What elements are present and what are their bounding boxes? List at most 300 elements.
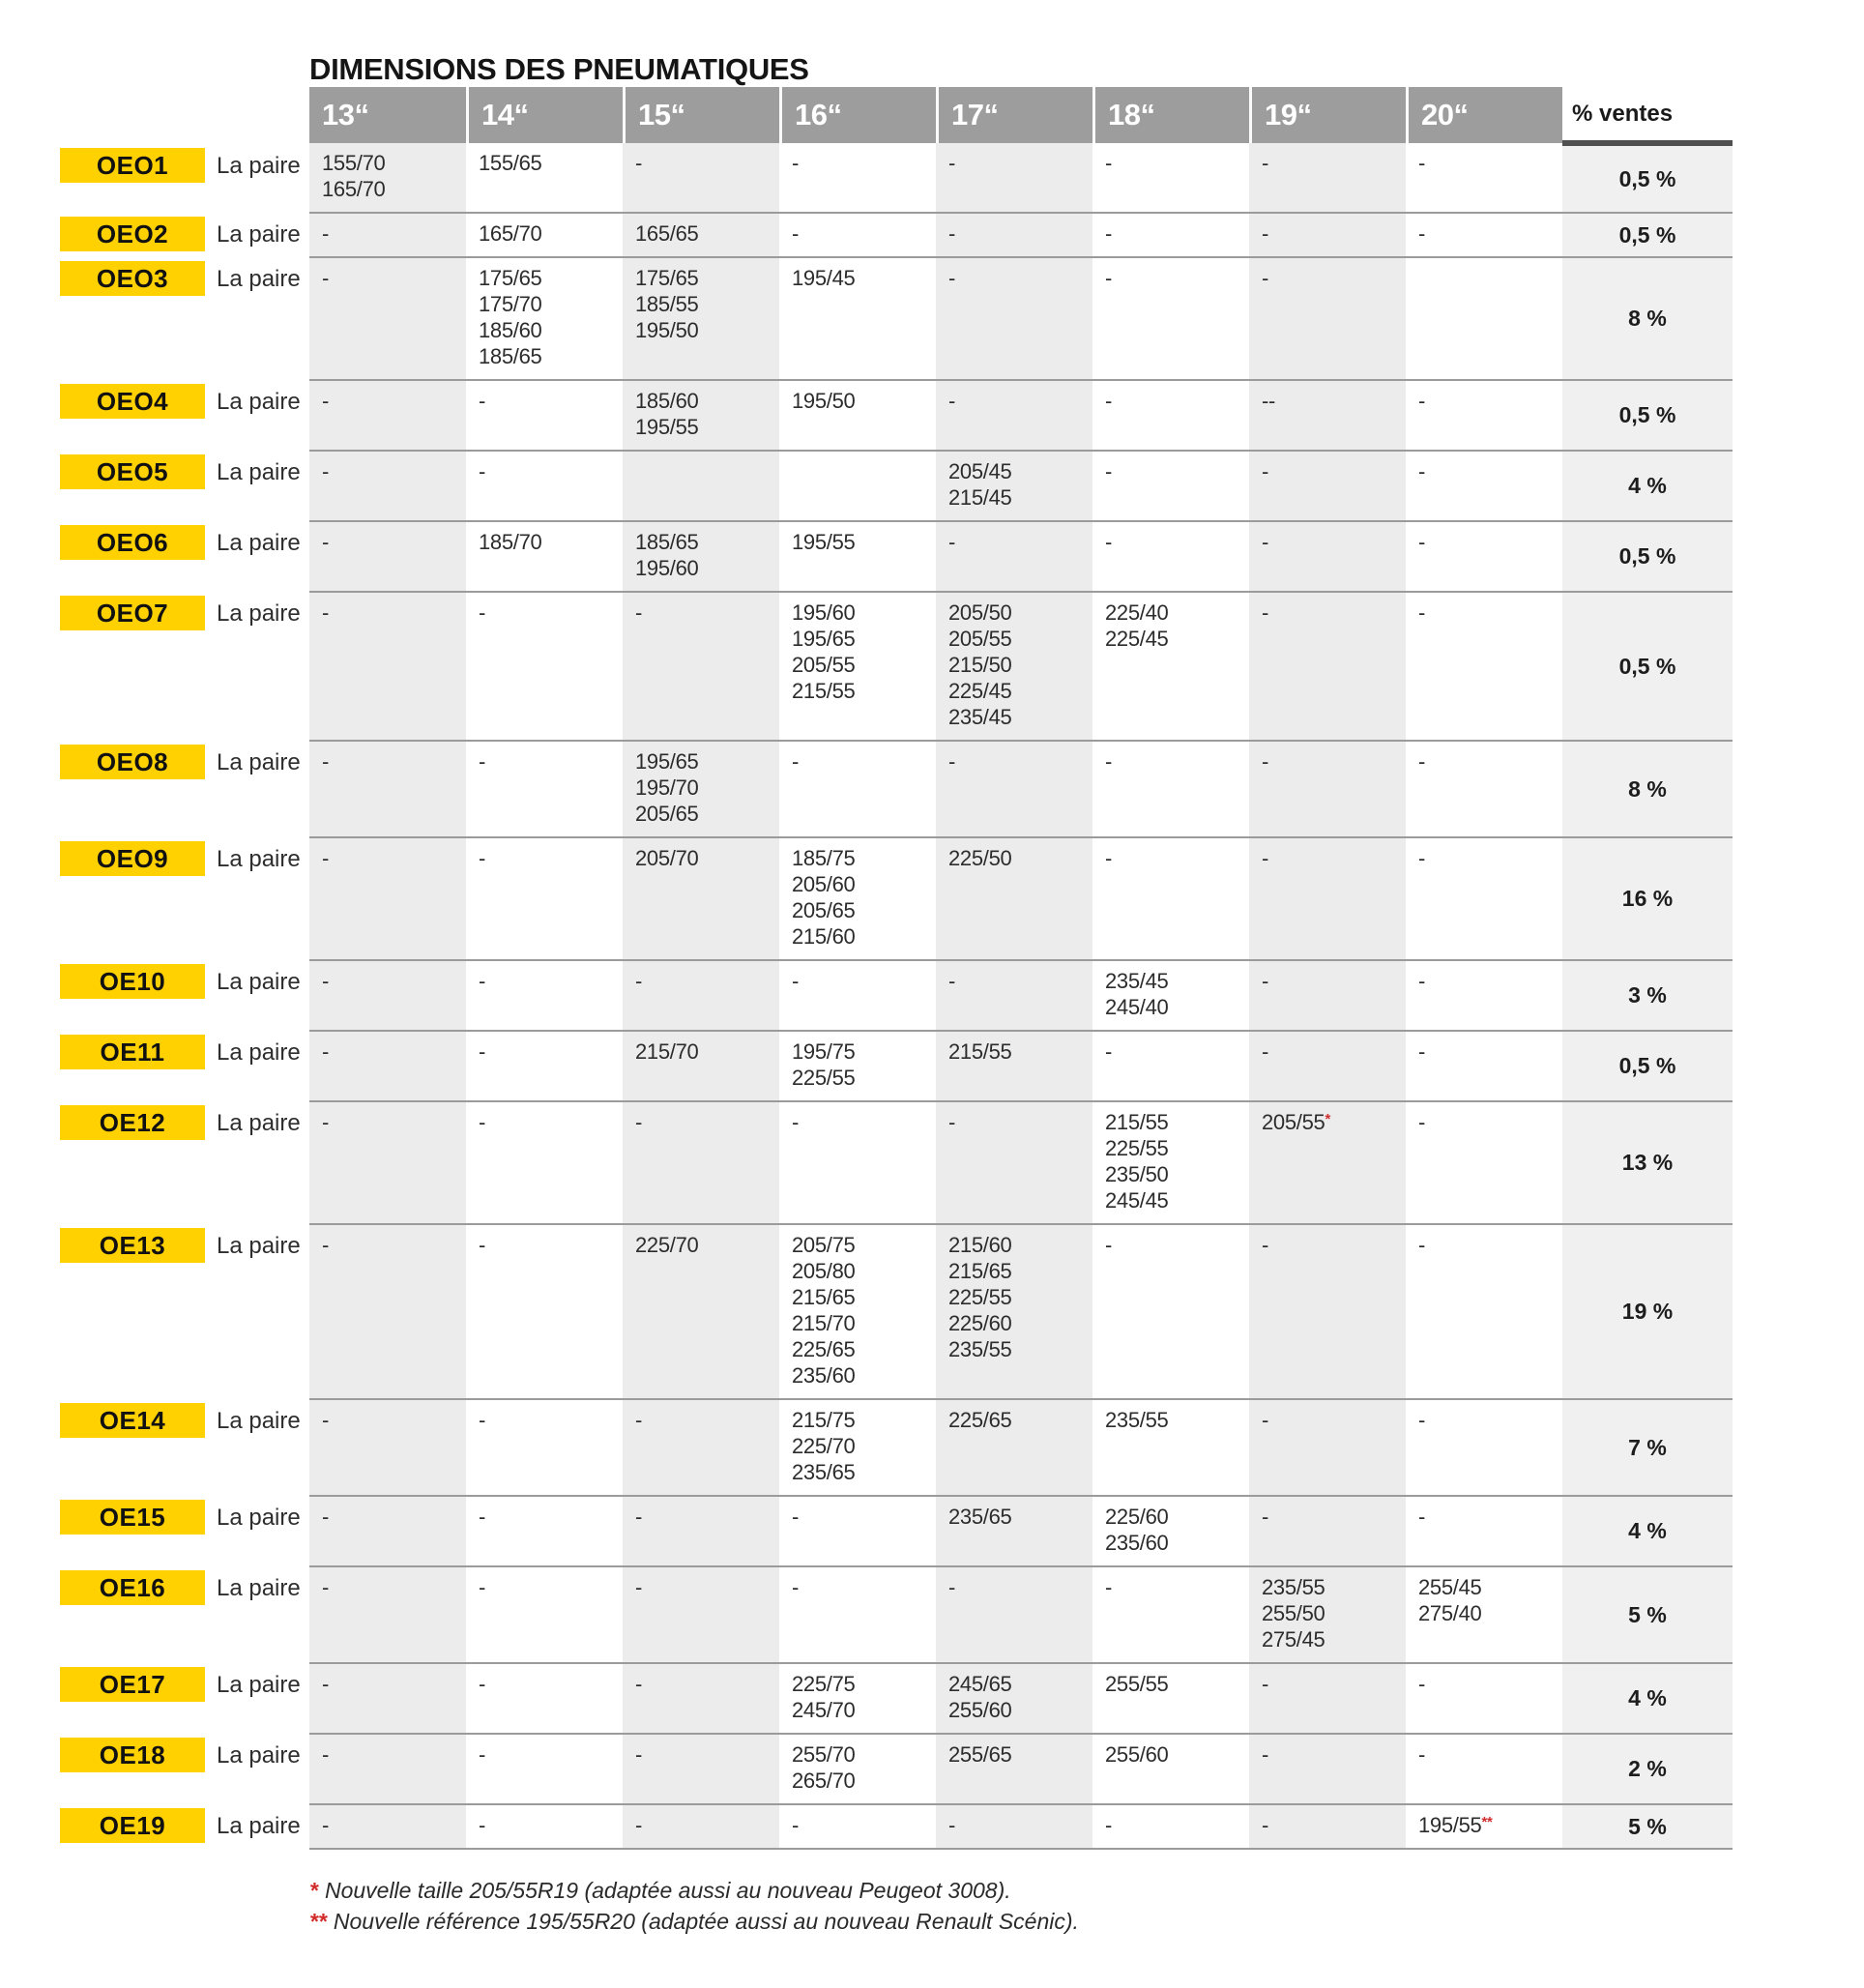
ventes-cell: 0,5 % — [1562, 1030, 1733, 1100]
size-cell-14in — [466, 740, 623, 836]
tyre-size-value: 215/65 — [948, 1259, 1012, 1283]
row-label — [0, 1662, 309, 1733]
tyre-size-value: - — [479, 969, 486, 993]
size-cell-13in — [309, 212, 466, 256]
tyre-size-value: 225/65 — [792, 1337, 856, 1361]
ventes-cell: 8 % — [1562, 256, 1733, 379]
tyre-size-value: - — [1105, 221, 1113, 246]
tyre-size-value: - — [322, 1505, 330, 1529]
pair-label: La paire — [217, 846, 301, 872]
oe-code-badge: OEO9 — [60, 841, 205, 876]
tyre-size-value: - — [322, 749, 330, 774]
size-cell-19in — [1249, 1803, 1406, 1850]
size-cell-17in — [936, 740, 1092, 836]
tyre-size-value: 255/50 — [1262, 1601, 1325, 1625]
size-cell-16in — [779, 212, 936, 256]
tyre-size-value: 225/45 — [1105, 627, 1169, 651]
size-cell-20in — [1406, 450, 1562, 520]
tyre-size-value: - — [322, 1575, 330, 1599]
table-row — [0, 256, 1733, 379]
ventes-cell: 16 % — [1562, 836, 1733, 959]
tyre-size-value: - — [322, 530, 330, 554]
size-cell-16in — [779, 1495, 936, 1565]
tyre-size-value: - — [322, 1742, 330, 1767]
size-cell-17in — [936, 212, 1092, 256]
table-row — [0, 379, 1733, 450]
tyre-size-value: 165/70 — [322, 177, 386, 201]
tyre-size-value: - — [1105, 530, 1113, 554]
row-label — [0, 379, 309, 450]
size-cell-13in — [309, 1030, 466, 1100]
size-cell-20in — [1406, 1100, 1562, 1223]
size-cell-20in — [1406, 1495, 1562, 1565]
size-cell-19in — [1249, 1662, 1406, 1733]
row-label — [0, 1030, 309, 1100]
pair-label: La paire — [217, 530, 301, 556]
oe-code-badge: OE10 — [60, 964, 205, 999]
size-cell-16in — [779, 256, 936, 379]
size-cell-13in — [309, 256, 466, 379]
tyre-size-value: 195/70 — [635, 775, 699, 800]
size-cell-14in — [466, 256, 623, 379]
oe-code-badge: OE13 — [60, 1228, 205, 1263]
size-cell-19in — [1249, 1733, 1406, 1803]
tyre-size-value: 235/60 — [792, 1363, 856, 1388]
tyre-size-value: 215/60 — [792, 924, 856, 949]
footnote-1-text: Nouvelle taille 205/55R19 (adaptée aussi au nouveau Peugeot 3008). — [324, 1878, 1011, 1903]
table-row — [0, 450, 1733, 520]
size-cell-14in — [466, 379, 623, 450]
size-cell-13in — [309, 740, 466, 836]
size-cell-18in — [1092, 212, 1249, 256]
size-cell-13in — [309, 1803, 466, 1850]
size-cell-16in — [779, 1803, 936, 1850]
table-row — [0, 1100, 1733, 1223]
tyre-size-value: 255/70 — [792, 1742, 856, 1767]
tyre-size-value: - — [322, 969, 330, 993]
tyre-size-value: - — [1262, 1233, 1269, 1257]
size-cell-14in — [466, 1803, 623, 1850]
oe-code-badge: OEO6 — [60, 525, 205, 560]
tyre-size-value: - — [1418, 151, 1426, 175]
oe-code-badge: OEO4 — [60, 384, 205, 419]
table-body — [0, 143, 1864, 1850]
size-cell-15in — [623, 1100, 779, 1223]
tyre-size-value: - — [322, 1672, 330, 1696]
tyre-size-value: - — [1262, 846, 1269, 870]
row-label — [0, 1495, 309, 1565]
oe-code-badge: OEO1 — [60, 148, 205, 183]
size-cell-14in — [466, 591, 623, 740]
tyre-size-value: 225/55 — [792, 1066, 856, 1090]
size-cell-18in — [1092, 450, 1249, 520]
size-cell-18in — [1092, 256, 1249, 379]
tyre-size-value: 225/55 — [948, 1285, 1012, 1309]
oe-code-badge: OEO2 — [60, 217, 205, 251]
tyre-size-value: - — [1418, 1408, 1426, 1432]
tyre-size-value: - — [1418, 600, 1426, 625]
size-cell-16in — [779, 1030, 936, 1100]
row-label — [0, 740, 309, 836]
table-header-row — [0, 87, 1733, 143]
tyre-size-value: - — [1418, 1505, 1426, 1529]
tyre-size-value: 205/55 — [792, 653, 856, 677]
column-header-19in: 19“ — [1249, 87, 1406, 143]
tyre-size-value: - — [479, 846, 486, 870]
tyre-size-value: - — [1418, 1233, 1426, 1257]
tyre-size-value: - — [322, 1233, 330, 1257]
size-cell-18in — [1092, 1565, 1249, 1662]
tyre-size-value: 225/40 — [1105, 600, 1169, 625]
tyre-size-value: - — [479, 1672, 486, 1696]
size-cell-14in — [466, 1030, 623, 1100]
size-cell-13in — [309, 143, 466, 212]
oe-code-badge: OEO8 — [60, 745, 205, 779]
tyre-size-value: 245/40 — [1105, 995, 1169, 1019]
tyre-size-value: 215/70 — [792, 1311, 856, 1335]
tyre-size-value: 185/60 — [635, 389, 699, 413]
tyre-size-value: 225/50 — [948, 846, 1012, 870]
pair-label: La paire — [217, 459, 301, 485]
tyre-size-value: 185/65 — [479, 344, 542, 368]
size-cell-14in — [466, 959, 623, 1030]
size-cell-15in — [623, 959, 779, 1030]
tyre-size-value: - — [479, 749, 486, 774]
tyre-size-value: - — [635, 1672, 643, 1696]
ventes-cell: 0,5 % — [1562, 591, 1733, 740]
size-cell-14in — [466, 1662, 623, 1733]
size-cell-18in — [1092, 1398, 1249, 1495]
tyre-size-value: - — [322, 1039, 330, 1064]
footnote-1 — [309, 1875, 1864, 1906]
header-spacer — [0, 87, 309, 143]
pair-label: La paire — [217, 221, 301, 248]
size-cell-14in — [466, 1100, 623, 1223]
tyre-size-value: 235/60 — [1105, 1531, 1169, 1555]
size-cell-19in — [1249, 740, 1406, 836]
tyre-size-value: 225/55 — [1105, 1136, 1169, 1160]
size-cell-19in — [1249, 1495, 1406, 1565]
size-cell-15in — [623, 1733, 779, 1803]
table-row — [0, 591, 1733, 740]
tyre-size-value: 205/75 — [792, 1233, 856, 1257]
row-label — [0, 1803, 309, 1850]
tyre-size-value: - — [635, 151, 643, 175]
size-cell-16in — [779, 1398, 936, 1495]
tyre-size-value: - — [1262, 1742, 1269, 1767]
tyre-size-value: 225/75 — [792, 1672, 856, 1696]
tyre-size-value: 275/45 — [1262, 1627, 1325, 1652]
size-cell-18in — [1092, 1803, 1249, 1850]
tyre-size-value: - — [1418, 389, 1426, 413]
tyre-size-value: 225/70 — [792, 1434, 856, 1458]
size-cell-17in — [936, 1733, 1092, 1803]
tyre-size-value: - — [479, 1233, 486, 1257]
size-cell-18in — [1092, 740, 1249, 836]
size-cell-17in — [936, 959, 1092, 1030]
pair-label: La paire — [217, 749, 301, 775]
size-cell-19in — [1249, 379, 1406, 450]
tyre-size-value: 255/45 — [1418, 1575, 1482, 1599]
pair-label: La paire — [217, 389, 301, 415]
oe-code-badge: OEO7 — [60, 596, 205, 630]
tyre-size-value: - — [479, 1813, 486, 1837]
tyre-size-value: - — [792, 151, 800, 175]
ventes-cell: 13 % — [1562, 1100, 1733, 1223]
row-label — [0, 1565, 309, 1662]
size-cell-14in — [466, 212, 623, 256]
pair-label: La paire — [217, 1505, 301, 1531]
column-header-14in: 14“ — [466, 87, 623, 143]
tyre-size-value: 205/45 — [948, 459, 1012, 483]
tyre-size-value: - — [948, 151, 956, 175]
size-cell-13in — [309, 1100, 466, 1223]
ventes-cell: 5 % — [1562, 1565, 1733, 1662]
pair-label: La paire — [217, 1575, 301, 1601]
tyre-size-value: 205/60 — [792, 872, 856, 896]
size-cell-13in — [309, 379, 466, 450]
tyre-size-value: - — [479, 1575, 486, 1599]
ventes-cell: 4 % — [1562, 450, 1733, 520]
size-cell-16in — [779, 450, 936, 520]
size-cell-19in — [1249, 959, 1406, 1030]
size-cell-19in — [1249, 1223, 1406, 1398]
size-cell-13in — [309, 1565, 466, 1662]
tyre-size-value: - — [635, 1408, 643, 1432]
size-cell-13in — [309, 836, 466, 959]
size-cell-15in — [623, 1803, 779, 1850]
tyre-size-value: 205/55 — [948, 627, 1012, 651]
row-label — [0, 1100, 309, 1223]
ventes-cell: 0,5 % — [1562, 212, 1733, 256]
size-cell-19in — [1249, 143, 1406, 212]
tyre-size-value: - — [322, 1110, 330, 1134]
tyre-size-value: 205/65 — [635, 802, 699, 826]
column-header-18in: 18“ — [1092, 87, 1249, 143]
tyre-size-value: 245/45 — [1105, 1188, 1169, 1213]
tyre-size-value: 225/70 — [635, 1233, 699, 1257]
size-cell-17in — [936, 1565, 1092, 1662]
tyre-size-value: - — [948, 1575, 956, 1599]
tyre-size-value: - — [792, 1575, 800, 1599]
tyre-size-value: - — [1262, 1813, 1269, 1837]
oe-code-badge: OE16 — [60, 1570, 205, 1605]
table-row — [0, 1803, 1733, 1850]
table-row — [0, 1565, 1733, 1662]
size-cell-15in — [623, 143, 779, 212]
pair-label: La paire — [217, 266, 301, 292]
ventes-cell: 5 % — [1562, 1803, 1733, 1850]
tyre-size-value: 175/65 — [479, 266, 542, 290]
row-label — [0, 959, 309, 1030]
size-cell-17in — [936, 836, 1092, 959]
tyre-size-value: 195/55 — [792, 530, 856, 554]
size-cell-13in — [309, 1398, 466, 1495]
tyre-size-value: - — [1418, 530, 1426, 554]
tyre-size-value: 235/65 — [792, 1460, 856, 1484]
tyre-size-value: - — [792, 1505, 800, 1529]
tyre-size-value: - — [948, 1110, 956, 1134]
tyre-size-value: 215/75 — [792, 1408, 856, 1432]
tyre-size-value: - — [1105, 1039, 1113, 1064]
tyre-size-value: - — [479, 1505, 486, 1529]
size-cell-20in — [1406, 1803, 1562, 1850]
size-cell-16in — [779, 520, 936, 591]
tyre-size-value: - — [479, 600, 486, 625]
pair-label: La paire — [217, 969, 301, 995]
tyre-size-value: 195/55 — [635, 415, 699, 439]
size-cell-16in — [779, 379, 936, 450]
size-cell-14in — [466, 836, 623, 959]
size-cell-14in — [466, 1495, 623, 1565]
pair-label: La paire — [217, 1110, 301, 1136]
tyre-size-value: 185/65 — [635, 530, 699, 554]
size-cell-19in — [1249, 520, 1406, 591]
tyre-size-value: 185/55 — [635, 292, 699, 316]
size-cell-17in — [936, 1030, 1092, 1100]
size-cell-17in — [936, 1223, 1092, 1398]
tyre-size-value: 235/45 — [948, 705, 1012, 729]
size-cell-16in — [779, 1565, 936, 1662]
size-cell-15in — [623, 1398, 779, 1495]
footnote-2-text: Nouvelle référence 195/55R20 (adaptée aussi au nouveau Renault Scénic). — [333, 1909, 1079, 1934]
size-cell-20in — [1406, 256, 1562, 379]
tyre-size-value: - — [1418, 1672, 1426, 1696]
table-row — [0, 836, 1733, 959]
size-cell-14in — [466, 1733, 623, 1803]
tyre-size-value: - — [1105, 151, 1113, 175]
size-cell-18in — [1092, 379, 1249, 450]
tyre-size-value: - — [1262, 221, 1269, 246]
size-cell-15in — [623, 520, 779, 591]
size-cell-20in — [1406, 1565, 1562, 1662]
page-title: DIMENSIONS DES PNEUMATIQUES — [309, 52, 809, 86]
tyre-size-value: - — [322, 600, 330, 625]
size-cell-14in — [466, 1223, 623, 1398]
tyre-size-value: 255/55 — [1105, 1672, 1169, 1696]
table-row — [0, 959, 1733, 1030]
size-cell-18in — [1092, 959, 1249, 1030]
size-cell-19in — [1249, 1100, 1406, 1223]
tyre-size-value: 195/65 — [792, 627, 856, 651]
tyre-size-value: 155/65 — [479, 151, 542, 175]
pair-label: La paire — [217, 1742, 301, 1769]
tyre-size-value: 225/60 — [1105, 1505, 1169, 1529]
tyre-size-value: - — [792, 749, 800, 774]
size-cell-18in — [1092, 143, 1249, 212]
oe-code-badge: OE18 — [60, 1738, 205, 1772]
tyre-size-value: 185/60 — [479, 318, 542, 342]
tyre-size-value: 215/50 — [948, 653, 1012, 677]
size-cell-20in — [1406, 212, 1562, 256]
tyre-size-value: - — [1105, 1233, 1113, 1257]
size-cell-15in — [623, 1223, 779, 1398]
size-cell-13in — [309, 1495, 466, 1565]
size-cell-17in — [936, 591, 1092, 740]
tyre-size-value: 185/70 — [479, 530, 542, 554]
size-cell-20in — [1406, 1030, 1562, 1100]
tyre-size-value: - — [635, 1813, 643, 1837]
tyre-size-value: 255/60 — [1105, 1742, 1169, 1767]
ventes-cell: 4 % — [1562, 1495, 1733, 1565]
row-label — [0, 591, 309, 740]
tyre-size-value: 195/65 — [635, 749, 699, 774]
size-cell-17in — [936, 450, 1092, 520]
tyre-size-value: - — [1418, 1110, 1426, 1134]
tyre-size-value: - — [322, 266, 330, 290]
row-label — [0, 212, 309, 256]
size-cell-19in — [1249, 256, 1406, 379]
tyre-size-value: - — [1262, 459, 1269, 483]
row-label — [0, 450, 309, 520]
size-cell-17in — [936, 520, 1092, 591]
tyre-size-value: 255/60 — [948, 1698, 1012, 1722]
size-cell-18in — [1092, 1030, 1249, 1100]
size-cell-13in — [309, 1223, 466, 1398]
size-cell-15in — [623, 1565, 779, 1662]
tyre-size-value: 205/80 — [792, 1259, 856, 1283]
size-cell-17in — [936, 1398, 1092, 1495]
size-cell-18in — [1092, 1100, 1249, 1223]
tyre-size-value: -- — [1262, 389, 1276, 413]
column-header-16in: 16“ — [779, 87, 936, 143]
tyre-size-value: - — [1418, 846, 1426, 870]
tyre-size-value: - — [1105, 846, 1113, 870]
tyre-size-value: - — [635, 1110, 643, 1134]
tyre-size-value: - — [479, 1742, 486, 1767]
tyre-dimensions-table — [0, 87, 1864, 1850]
tyre-size-value: - — [948, 749, 956, 774]
column-header-15in: 15“ — [623, 87, 779, 143]
tyre-size-value: 195/60 — [635, 556, 699, 580]
tyre-size-value: - — [322, 389, 330, 413]
footnote-2-marker: ** — [309, 1909, 327, 1934]
tyre-size-value: - — [792, 1813, 800, 1837]
pair-label: La paire — [217, 1039, 301, 1066]
size-cell-15in — [623, 1030, 779, 1100]
ventes-cell: 19 % — [1562, 1223, 1733, 1398]
ventes-cell: 0,5 % — [1562, 379, 1733, 450]
table-row — [0, 740, 1733, 836]
row-label — [0, 256, 309, 379]
column-header-17in: 17“ — [936, 87, 1092, 143]
tyre-size-value: - — [1262, 1672, 1269, 1696]
oe-code-badge: OE11 — [60, 1035, 205, 1069]
ventes-cell: 2 % — [1562, 1733, 1733, 1803]
tyre-size-value: - — [1262, 1505, 1269, 1529]
size-cell-16in — [779, 836, 936, 959]
oe-code-badge: OE15 — [60, 1500, 205, 1535]
pair-label: La paire — [217, 1233, 301, 1259]
tyre-size-value: - — [792, 969, 800, 993]
tyre-size-value: - — [1418, 221, 1426, 246]
size-cell-15in — [623, 740, 779, 836]
tyre-size-value: 195/60 — [792, 600, 856, 625]
tyre-size-value: 235/55 — [948, 1337, 1012, 1361]
size-cell-15in — [623, 1662, 779, 1733]
table-row — [0, 1223, 1733, 1398]
size-cell-19in — [1249, 450, 1406, 520]
ventes-cell: 3 % — [1562, 959, 1733, 1030]
size-cell-20in — [1406, 1733, 1562, 1803]
tyre-size-value: 175/70 — [479, 292, 542, 316]
oe-code-badge: OE19 — [60, 1808, 205, 1843]
tyre-size-value: - — [635, 1505, 643, 1529]
tyre-size-value: - — [792, 221, 800, 246]
tyre-size-value: - — [948, 969, 956, 993]
tyre-size-value: 235/55 — [1105, 1408, 1169, 1432]
size-cell-15in — [623, 1495, 779, 1565]
